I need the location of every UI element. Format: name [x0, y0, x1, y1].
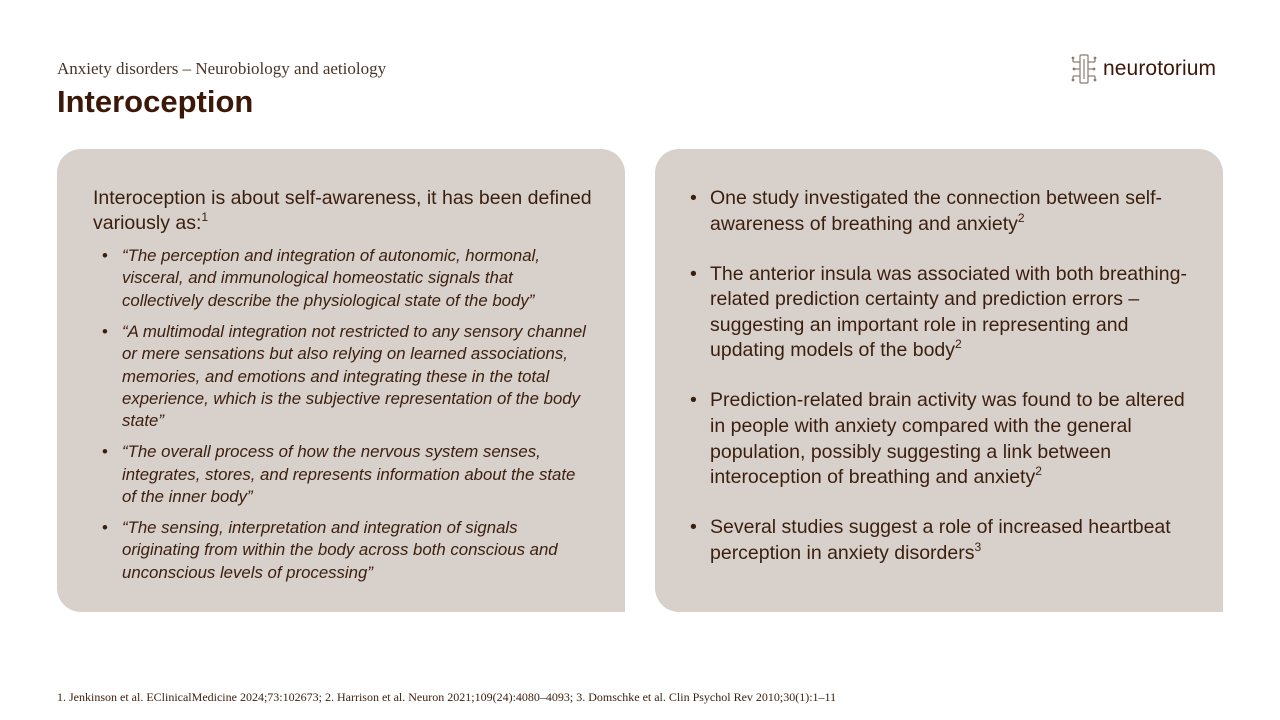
references-footnote: 1. Jenkinson et al. EClinicalMedicine 2024;73:102673; 2. Harrison et al. Neuron 2021;109(24):4080–4093; 3. Domschke et al. Clin Psychol Rev 2010;30(1):1–11 — [57, 690, 837, 704]
definition-item: • “The overall process of how the nervous system senses, integrates, stores, and represents information about the state of the inner body” — [102, 442, 576, 507]
findings-panel — [655, 149, 1223, 612]
intro-ref: 1 — [201, 210, 209, 225]
finding-item: • The anterior insula was associated with both breathing-related prediction certainty and prediction errors – suggesting an important role in representing and updating models of the body$^2$ — [690, 262, 1187, 362]
definitions-intro: Interoception is about self-awareness, it has been defined variously as:$^1$ — [93, 187, 592, 234]
page-title: Interoception — [57, 84, 254, 119]
finding-item: • Several studies suggest a role of increased heartbeat perception in anxiety disorders$^3$ — [690, 516, 1171, 564]
definition-item: • “The sensing, interpretation and integration of signals originating from within the body across both conscious and unconscious levels of processing” — [102, 517, 558, 582]
definition-item: • “A multimodal integration not restricted to any sensory channel or mere sensations but also relying on learned associations, memories, and emotions and integrating these in the total experience, which is the subjective representation of the body state” — [102, 321, 586, 431]
finding-item: • Prediction-related brain activity was found to be altered in people with anxiety compared with the general population, possibly suggesting a link between interoception of breathing and anxiety$^2$ — [690, 389, 1185, 489]
logo-text: neurotorium — [1103, 57, 1217, 80]
definitions-panel — [57, 149, 625, 612]
section-subtitle: Anxiety disorders – Neurobiology and aetiology — [57, 59, 387, 78]
findings-list — [690, 186, 1200, 591]
neurotorium-logo[interactable] — [1071, 53, 1216, 85]
definitions-list — [102, 245, 592, 593]
finding-item: • One study investigated the connection between self-awareness of breathing and anxiety$^2$ — [690, 187, 1163, 235]
neurotorium-logo-icon — [1071, 53, 1097, 85]
definition-item: • “The perception and integration of autonomic, hormonal, visceral, and immunological homeostatic signals that collectively describe the physiological state of the body” — [102, 246, 540, 310]
